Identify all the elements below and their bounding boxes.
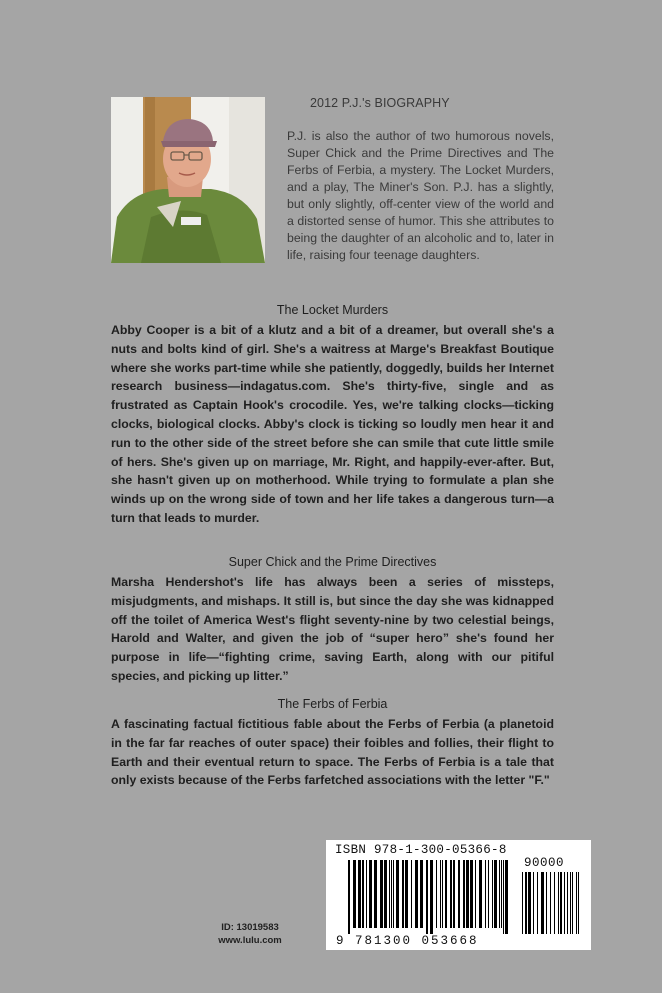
author-photo	[111, 97, 265, 263]
barcode-bar	[380, 860, 383, 928]
barcode-bar	[458, 860, 460, 928]
barcode-bar	[453, 860, 455, 928]
barcode-bar	[499, 860, 500, 928]
barcode-bar	[576, 872, 577, 934]
barcode-bar	[564, 872, 565, 934]
barcode-bar	[415, 860, 418, 928]
barcode-bar	[348, 860, 350, 934]
bio-text: P.J. is also the author of two humorous novels, Super Chick and the Prime Directives and The Ferbs of Ferbia, a mystery. The Locket Murders, and a play, The Miner's Son. P.J. has a slightly, but only slightly, off-center view of the world and a distorted sense of humor. This she attributes to being the daughter of an alcoholic and to, later in life, raising four teenage daughters.	[287, 129, 554, 262]
isbn-number: ISBN 978-1-300-05366-8	[335, 843, 507, 857]
barcode-bar	[402, 860, 404, 928]
section-title-locket-murders: The Locket Murders	[276, 303, 389, 317]
barcode-bar	[578, 872, 579, 934]
barcode-bar	[393, 860, 394, 928]
barcode-bar	[494, 860, 497, 928]
barcode-bar	[546, 872, 547, 934]
barcode-bar	[426, 860, 428, 934]
section-body-locket-murders: Abby Cooper is a bit of a klutz and a bit of a dreamer, but overall she's a nuts and bolts kind of girl. She's a waitress at Marge's Breakfast Boutique where she works part-time while she patiently, doggedly, builds her Internet research business—indagatus.com. She's thirty-five, single and as frustrated as Captain Hook's crocodile. Yes, we're talking clocks—ticking clocks, biological clocks. Abby's clock is ticking so loudly men hear it and run to the other side of the street before she can smile that cute little smile of hers. She's given up on marriage, Mr. Right, and happily-ever-after. But, she hasn't given up on motherhood. While trying to formulate a plan she winds up on the wrong side of town and her life takes a dangerous turn—a turn that leads to murder.	[111, 323, 554, 525]
barcode-bar	[505, 860, 508, 934]
isbn-barcode	[326, 840, 591, 950]
barcode-bar	[411, 860, 412, 928]
bio-heading: 2012 P.J.'s BIOGRAPHY	[310, 96, 450, 110]
price-code: 90000	[524, 856, 565, 870]
barcode-bar	[369, 860, 372, 928]
section-body-super-chick: Marsha Hendershot's life has always been a series of missteps, misjudgments, and mishaps. It still is, but since the day she was kidnapped off the toilet of America West's flight seventy-nine by two celestial beings, Harold and Walter, and given the job of “super hero” she's found her purpose in life—“fighting crime, saving Earth, along with our pitiful species, and picking up litter.”	[111, 575, 554, 683]
barcode-bar	[550, 872, 551, 934]
barcode-digits: 9 781300 053668	[336, 934, 479, 948]
barcode-bar	[466, 860, 469, 928]
barcode-bar	[391, 860, 392, 928]
barcode-bar	[572, 872, 573, 934]
barcode-bar	[396, 860, 399, 928]
barcode-bar	[440, 860, 441, 928]
barcode-bar	[492, 860, 493, 928]
barcode-bar	[558, 872, 559, 934]
barcode-bar	[374, 860, 377, 928]
barcode-bar	[366, 860, 367, 928]
barcode-bar	[485, 860, 486, 928]
imprint-id: ID: 13019583	[221, 922, 279, 933]
barcode-bar	[389, 860, 390, 928]
barcode-bar	[430, 860, 433, 934]
barcode-bar	[479, 860, 482, 928]
section-title-ferbs-of-ferbia: The Ferbs of Ferbia	[277, 697, 388, 711]
barcode-bar	[475, 860, 476, 928]
barcode-bar	[570, 872, 571, 934]
barcode-bar	[503, 860, 504, 934]
section-title-super-chick: Super Chick and the Prime Directives	[228, 555, 437, 569]
barcode-bar	[405, 860, 408, 928]
barcode-bar	[442, 860, 443, 928]
section-body-ferbs-of-ferbia: A fascinating factual fictitious fable about the Ferbs of Ferbia (a planetoid in the far far reaches of outer space) their foibles and follies, their flight to Earth and their eventual return to space. The Ferbs of Ferbia is a tale that only exists because of the Ferbs farfetched associations with the letter "F."	[111, 717, 554, 788]
barcode-bar	[353, 860, 356, 928]
barcode-bar	[362, 860, 364, 928]
barcode-bar	[358, 860, 361, 928]
barcode-bar	[436, 860, 437, 928]
barcode-bar	[501, 860, 502, 928]
barcode-bar	[384, 860, 387, 928]
barcode-bar	[445, 860, 447, 928]
barcode-bar	[488, 860, 489, 928]
barcode-bar	[554, 872, 555, 934]
barcode-bar	[537, 872, 538, 934]
barcode-bar	[450, 860, 452, 928]
barcode-bar	[533, 872, 534, 934]
barcode-bar	[560, 872, 562, 934]
barcode-bar	[525, 872, 527, 934]
barcode-bar	[470, 860, 473, 928]
barcode-bar	[541, 872, 544, 934]
imprint-site: www.lulu.com	[218, 935, 282, 946]
barcode-bar	[567, 872, 568, 934]
barcode-bar	[522, 872, 523, 934]
barcode-bar	[528, 872, 531, 934]
barcode-bar	[463, 860, 465, 928]
barcode-bar	[420, 860, 423, 928]
